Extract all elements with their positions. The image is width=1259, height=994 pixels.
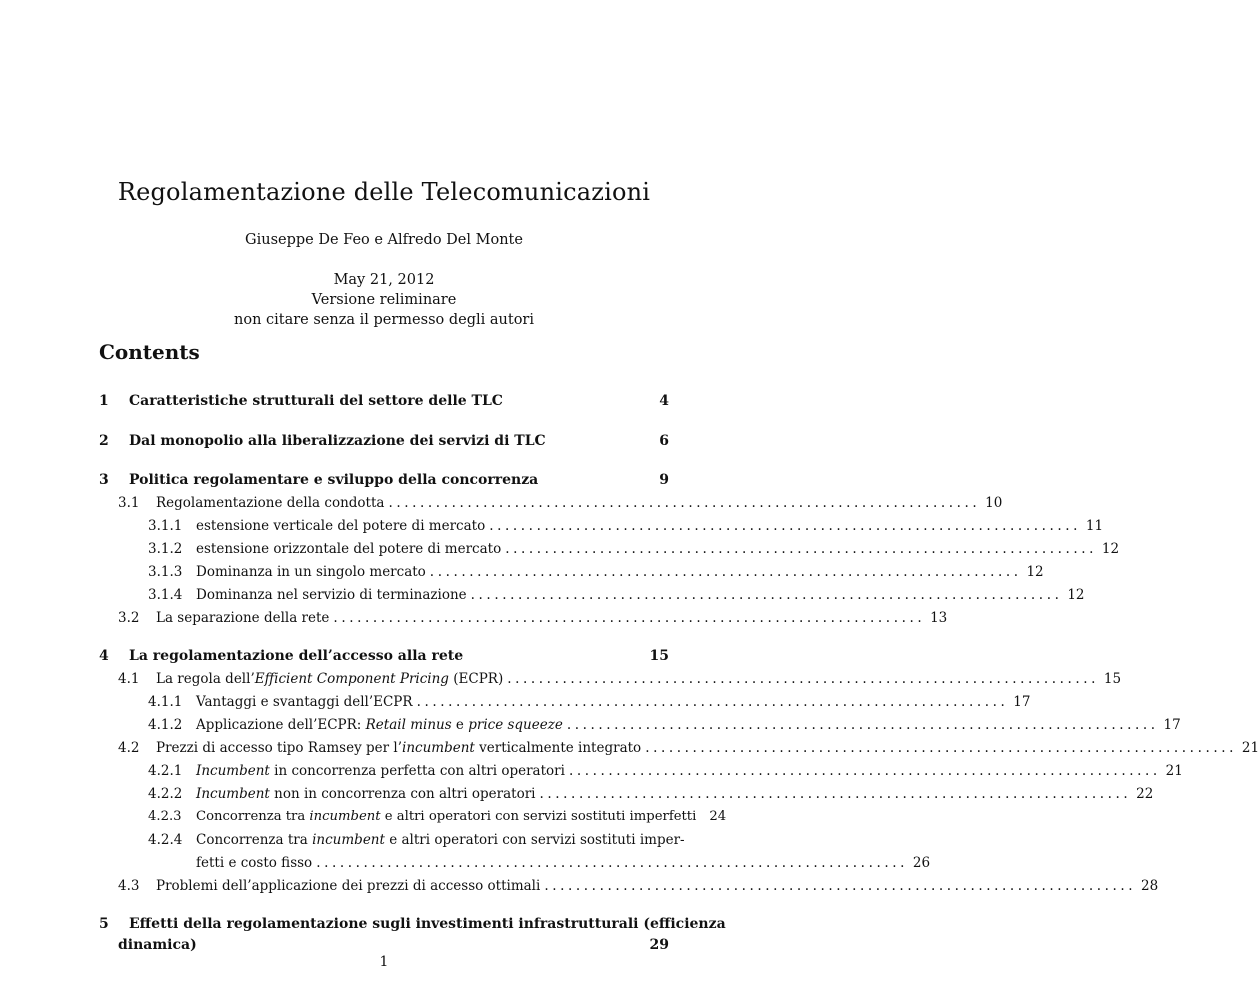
toc-title (156, 740, 641, 756)
toc-title (156, 671, 503, 687)
toc-number: 4.3 (118, 878, 140, 894)
toc-leader: ........................................................................... (505, 541, 1098, 557)
toc-title: Regolamentazione della condotta (156, 495, 385, 511)
toc-title-part: verticalmente integrato (474, 740, 642, 756)
toc-number: 4.2.3 (148, 809, 182, 824)
toc-page: 15 (1103, 671, 1122, 687)
toc-title-part: La regola dell’ (156, 671, 255, 687)
toc-number: 4.2.1 (148, 763, 183, 779)
toc-page: 22 (1136, 786, 1154, 802)
toc-leader: ........................................................................... (539, 786, 1132, 802)
toc-entry-3-2[interactable] (118, 610, 948, 626)
toc-page: 21 (1165, 763, 1183, 779)
toc-entry-3-1[interactable] (118, 495, 1003, 511)
toc-number: 3.1 (118, 495, 140, 511)
toc-entry-4-1-1[interactable] (148, 694, 1031, 710)
toc-title: Caratteristiche strutturali del settore delle TLC (129, 393, 503, 409)
toc-entry-4-2-4[interactable] (148, 832, 685, 848)
toc-leader: ........................................................................... (566, 717, 1159, 733)
version-note: Versione reliminare (311, 292, 457, 308)
toc-entry-4-1-2[interactable] (148, 717, 1181, 733)
toc-page: 12 (1026, 564, 1044, 580)
toc-title-part: e (451, 717, 469, 733)
toc-leader: ........................................................................... (489, 518, 1082, 534)
toc-title-emphasis: price squeeze (468, 717, 563, 733)
toc-number: 2 (99, 433, 109, 449)
toc-title-part: Applicazione dell’ECPR: (196, 717, 366, 733)
toc-page: 26 (912, 855, 931, 871)
toc-entry-4-2[interactable] (118, 740, 1259, 756)
page-number: 1 (379, 954, 389, 970)
authors: Giuseppe De Feo e Alfredo Del Monte (245, 232, 523, 248)
contents-heading: Contents (99, 340, 200, 364)
citation-note: non citare senza il permesso degli autori (234, 312, 534, 328)
toc-number: 3.1.3 (148, 564, 183, 580)
toc-title: La separazione della rete (156, 610, 330, 626)
toc-number: 3 (99, 472, 109, 488)
toc-title-emphasis: Incumbent (196, 763, 270, 779)
toc-entry-3-1-4[interactable] (148, 587, 1085, 603)
toc-page: 4 (659, 393, 669, 409)
toc-number: 4.2 (118, 740, 140, 756)
toc-number: 4.1.1 (148, 694, 183, 710)
toc-page: 6 (659, 433, 669, 449)
toc-title-part: Concorrenza tra (196, 809, 310, 824)
toc-number: 1 (99, 393, 109, 409)
toc-number: 4.1.2 (148, 717, 183, 733)
toc-entry-4-2-4-cont[interactable] (196, 855, 931, 871)
toc-title: Dal monopolio alla liberalizzazione dei servizi di TLC (129, 433, 546, 449)
toc-leader: ........................................................................... (333, 610, 926, 626)
toc-page: 24 (709, 809, 727, 824)
toc-title: estensione verticale del potere di mercato (196, 518, 486, 534)
toc-page: 12 (1101, 541, 1120, 557)
document-meta (0, 270, 768, 330)
toc-title-emphasis: incumbent (312, 832, 385, 848)
toc-entry-5-cont[interactable] (118, 937, 669, 953)
toc-number: 5 (99, 916, 109, 932)
toc-title (196, 786, 535, 802)
toc-title-continuation: dinamica) (118, 937, 197, 953)
toc-page: 17 (1013, 694, 1031, 710)
toc-page: 28 (1141, 878, 1159, 894)
toc-entry-3-1-1[interactable] (148, 518, 1104, 534)
date: May 21, 2012 (333, 272, 435, 288)
toc-title (196, 763, 565, 779)
toc-leader: ........................................................................... (568, 763, 1161, 779)
toc-leader: ........................................................................... (507, 671, 1100, 687)
toc-leader: ........................................................................... (544, 878, 1137, 894)
toc-title-continuation: fetti e costo fisso (196, 855, 313, 871)
toc-entry-4-3[interactable] (118, 878, 1159, 894)
toc-title-part: e altri operatori con servizi sostituti imperfetti (380, 809, 697, 824)
document-title: Regolamentazione delle Telecomunicazioni (117, 178, 651, 206)
toc-entry-5[interactable] (99, 916, 726, 932)
toc-title: La regolamentazione dell’accesso alla rete (129, 648, 464, 664)
toc-page: 21 (1241, 740, 1259, 756)
toc-page: 9 (659, 472, 669, 488)
toc-title: Politica regolamentare e sviluppo della concorrenza (129, 472, 539, 488)
toc-number: 3.1.4 (148, 587, 183, 603)
toc-title (196, 809, 696, 824)
toc-number: 4.2.2 (148, 786, 183, 802)
toc-page: 13 (930, 610, 948, 626)
toc-entry-3[interactable] (99, 472, 669, 488)
toc-title-part: in concorrenza perfetta con altri operatori (269, 763, 565, 779)
toc-title-emphasis: incumbent (309, 809, 381, 824)
toc-leader: ........................................................................... (470, 587, 1063, 603)
toc-page: 11 (1085, 518, 1104, 534)
toc-leader: ........................................................................... (316, 855, 909, 871)
toc-title-part: Concorrenza tra (196, 832, 313, 848)
toc-title (196, 832, 685, 848)
toc-number: 4 (99, 648, 109, 664)
toc-number: 4.1 (118, 671, 140, 687)
toc-title-emphasis: Efficient Component Pricing (254, 671, 449, 687)
toc-entry-2[interactable] (99, 433, 669, 449)
toc-page: 17 (1163, 717, 1181, 733)
toc-title-part: (ECPR) (448, 671, 504, 687)
toc-page: 15 (649, 648, 669, 664)
toc-number: 3.1.1 (148, 518, 183, 534)
toc-title-emphasis: incumbent (402, 740, 475, 756)
toc-entry-4[interactable] (99, 648, 669, 664)
toc-number: 4.2.4 (148, 832, 183, 848)
toc-entry-3-1-3[interactable] (148, 564, 1044, 580)
toc-entry-3-1-2[interactable] (148, 541, 1120, 557)
toc-title: Dominanza nel servizio di terminazione (196, 587, 467, 603)
toc-title-emphasis: Incumbent (196, 786, 270, 802)
toc-title: Vantaggi e svantaggi dell’ECPR (196, 694, 413, 710)
toc-number: 3.2 (118, 610, 140, 626)
toc-page: 12 (1067, 587, 1085, 603)
toc-leader: ........................................................................... (645, 740, 1238, 756)
toc-leader: ........................................................................... (429, 564, 1022, 580)
toc-title: Effetti della regolamentazione sugli investimenti infrastrutturali (efficienza (129, 916, 726, 932)
toc-entry-4-2-1[interactable] (148, 763, 1183, 779)
toc-title: Dominanza in un singolo mercato (196, 564, 426, 580)
toc-entry-4-2-3[interactable] (148, 809, 727, 824)
toc-entry-4-2-2[interactable] (148, 786, 1154, 802)
toc-title-emphasis: Retail minus (365, 717, 452, 733)
toc-title-part: non in concorrenza con altri operatori (269, 786, 536, 802)
toc-title: Problemi dell’applicazione dei prezzi di accesso ottimali (156, 878, 541, 894)
toc-leader: ........................................................................... (388, 495, 981, 511)
toc-entry-1[interactable] (99, 393, 669, 409)
toc-page: 29 (649, 937, 669, 953)
toc-leader: ........................................................................... (416, 694, 1009, 710)
toc-title: estensione orizzontale del potere di mercato (196, 541, 502, 557)
toc-number: 3.1.2 (148, 541, 183, 557)
toc-entry-4-1[interactable] (118, 671, 1122, 687)
toc-title-part: Prezzi di accesso tipo Ramsey per l’ (156, 740, 402, 756)
toc-page: 10 (985, 495, 1003, 511)
toc-title-part: e altri operatori con servizi sostituti imper- (384, 832, 685, 848)
toc-title (196, 717, 563, 733)
